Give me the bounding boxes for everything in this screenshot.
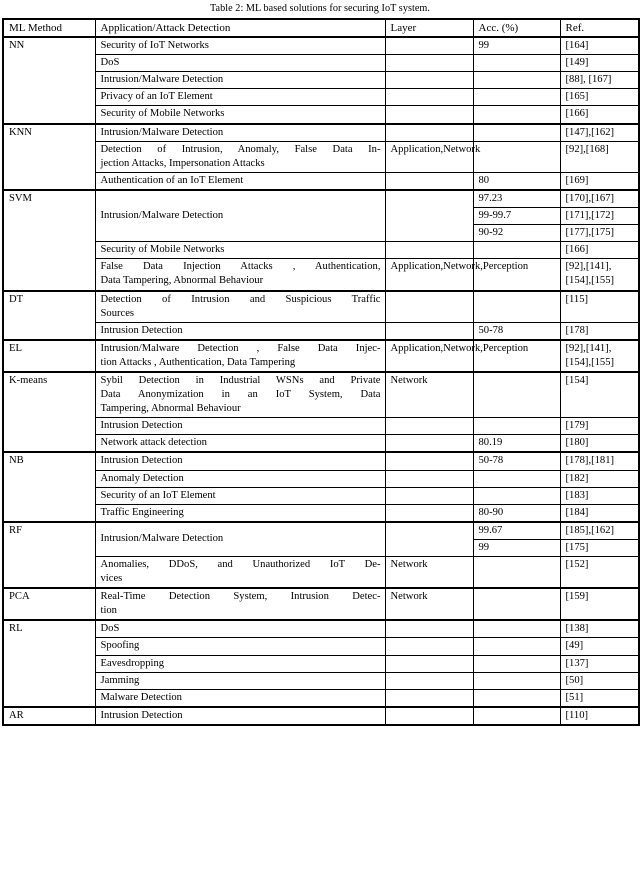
cell-line: [154], (565, 356, 592, 368)
cell-layer (385, 89, 473, 106)
cell-reference: [178] (560, 322, 639, 340)
cell-reference (560, 522, 639, 540)
cell-line: Sybil Detection in Industrial WSNs and Private (100, 374, 381, 386)
cell-reference: [175] (560, 539, 639, 556)
cell-line: [162] (591, 524, 615, 536)
cell-application: Intrusion/Malware Detection (95, 190, 385, 242)
cell-accuracy (473, 672, 560, 689)
cell-application: Eavesdropping (95, 655, 385, 672)
cell-reference: [171],[172] (560, 208, 639, 225)
table-row (3, 487, 639, 504)
cell-line: Detection of Intrusion, Anomaly, False Data In- (100, 143, 381, 155)
cell-application: Security of an IoT Element (95, 487, 385, 504)
table-row (3, 638, 639, 655)
cell-line: [155] (591, 356, 615, 368)
cell-accuracy: 97.23 (473, 190, 560, 208)
table-row (3, 322, 639, 340)
cell-accuracy (473, 638, 560, 655)
cell-layer: Network (385, 372, 473, 418)
cell-line: [175] (591, 227, 615, 239)
table-row (3, 672, 639, 689)
cell-application: Intrusion Detection (95, 707, 385, 725)
col-header-layer: Layer (385, 19, 473, 37)
cell-layer: Network (385, 557, 473, 589)
cell-accuracy (473, 557, 560, 589)
cell-layer (385, 172, 473, 190)
cell-line: [141], (585, 342, 612, 354)
cell-accuracy (473, 89, 560, 106)
cell-ml-method: AR (3, 707, 95, 725)
cell-reference (560, 340, 639, 372)
cell-reference: [51] (560, 689, 639, 707)
table-row (3, 418, 639, 435)
ml-solutions-table (2, 18, 640, 726)
cell-application: Spoofing (95, 638, 385, 655)
cell-ml-method: RF (3, 522, 95, 588)
table-row (3, 707, 639, 725)
cell-accuracy (473, 124, 560, 142)
cell-ml-method: PCA (3, 588, 95, 620)
table-row (3, 37, 639, 55)
table-row (3, 72, 639, 89)
cell-accuracy (473, 72, 560, 89)
cell-accuracy (473, 620, 560, 638)
cell-accuracy (473, 655, 560, 672)
cell-accuracy (473, 372, 560, 418)
cell-accuracy: 50-78 (473, 452, 560, 470)
table-caption: Table 2: ML based solutions for securing IoT system. (209, 3, 431, 14)
cell-line: Tampering, Abnormal Behaviour (100, 403, 241, 415)
cell-reference: [152] (560, 557, 639, 589)
cell-reference: [149] (560, 55, 639, 72)
cell-line: Sources (100, 307, 135, 319)
cell-line: [185], (565, 524, 592, 536)
cell-application: Security of IoT Networks (95, 37, 385, 55)
cell-application: Jamming (95, 672, 385, 689)
cell-application: DoS (95, 55, 385, 72)
table-row (3, 435, 639, 453)
cell-accuracy: 80-90 (473, 504, 560, 522)
cell-line: Intrusion/Malware Detection , False Data Injec- (100, 342, 381, 354)
cell-line: [177], (565, 227, 592, 239)
cell-layer (385, 522, 473, 557)
cell-reference (560, 225, 639, 242)
cell-line: Application, (390, 143, 444, 155)
cell-accuracy (473, 487, 560, 504)
cell-reference: [92],[168] (560, 141, 639, 172)
cell-reference: [147],[162] (560, 124, 639, 142)
cell-line: jection Attacks, Impersonation Attacks (100, 157, 265, 169)
cell-ml-method: SVM (3, 190, 95, 291)
table-row (3, 655, 639, 672)
table-row (3, 190, 639, 208)
cell-layer (385, 487, 473, 504)
cell-line: [181] (591, 455, 615, 467)
cell-accuracy (473, 106, 560, 124)
cell-line: tion Attacks , Authentication, Data Tampering (100, 356, 296, 368)
cell-ml-method: NN (3, 37, 95, 123)
cell-layer (385, 124, 473, 142)
cell-layer (385, 106, 473, 124)
cell-layer: Network (385, 588, 473, 620)
cell-reference: [179] (560, 418, 639, 435)
cell-ml-method: EL (3, 340, 95, 372)
cell-layer (385, 504, 473, 522)
table-row (3, 557, 639, 589)
cell-line: Perception (482, 342, 529, 354)
cell-line: [92], (565, 342, 586, 354)
col-header-application: Application/Attack Detection (95, 19, 385, 37)
cell-reference: [164] (560, 37, 639, 55)
cell-line: tion (100, 605, 117, 617)
cell-accuracy (473, 588, 560, 620)
cell-accuracy (473, 470, 560, 487)
cell-application (95, 557, 385, 589)
cell-application (95, 141, 385, 172)
cell-reference: [169] (560, 172, 639, 190)
table-row (3, 470, 639, 487)
cell-line: [155] (591, 275, 615, 287)
cell-layer (385, 259, 529, 291)
cell-ml-method: NB (3, 452, 95, 521)
cell-reference (560, 452, 639, 470)
table-row (3, 89, 639, 106)
cell-ml-method: KNN (3, 124, 95, 190)
cell-line: Network, (443, 342, 483, 354)
cell-layer (385, 470, 473, 487)
cell-layer (385, 418, 473, 435)
cell-layer (385, 435, 473, 453)
cell-line: [92], (565, 261, 586, 273)
cell-layer (385, 190, 473, 242)
table-row (3, 372, 639, 418)
cell-line: Application, (390, 342, 444, 354)
table-row (3, 259, 639, 291)
cell-line: Anomalies, DDoS, and Unauthorized IoT De- (100, 559, 381, 570)
cell-layer (385, 655, 473, 672)
cell-reference: [170],[167] (560, 190, 639, 208)
cell-ml-method: RL (3, 620, 95, 706)
cell-layer (385, 55, 473, 72)
cell-application: Security of Mobile Networks (95, 106, 385, 124)
cell-reference: [184] (560, 504, 639, 522)
cell-reference: [50] (560, 672, 639, 689)
cell-application: Intrusion/Malware Detection (95, 124, 385, 142)
cell-accuracy (473, 689, 560, 707)
table-row (3, 620, 639, 638)
cell-line: Network, (443, 261, 483, 273)
cell-line: [154], (565, 275, 592, 287)
table-row (3, 504, 639, 522)
cell-line: Data Anonymization in an IoT System, Data (100, 389, 381, 401)
cell-accuracy: 50-78 (473, 322, 560, 340)
cell-accuracy: 99.67 (473, 522, 560, 540)
cell-application: Malware Detection (95, 689, 385, 707)
cell-reference: [110] (560, 707, 639, 725)
cell-accuracy: 80 (473, 172, 560, 190)
cell-layer (385, 672, 473, 689)
cell-layer (385, 638, 473, 655)
cell-line: Real-Time Detection System, Intrusion Detec- (100, 591, 381, 603)
table-row (3, 452, 639, 470)
table-row (3, 588, 639, 620)
cell-application: Traffic Engineering (95, 504, 385, 522)
cell-line: Network (443, 143, 481, 155)
cell-accuracy (473, 242, 560, 259)
cell-line: [141], (585, 261, 612, 273)
cell-application (95, 340, 385, 372)
cell-reference: [115] (560, 291, 639, 323)
cell-reference: [166] (560, 242, 639, 259)
cell-accuracy (473, 707, 560, 725)
cell-application: Intrusion Detection (95, 452, 385, 470)
cell-layer (385, 707, 473, 725)
table-row (3, 242, 639, 259)
col-header-ref: Ref. (560, 19, 639, 37)
table-header-row (3, 19, 639, 37)
cell-application: Anomaly Detection (95, 470, 385, 487)
cell-accuracy (473, 418, 560, 435)
cell-reference: [180] (560, 435, 639, 453)
cell-reference: [88], [167] (560, 72, 639, 89)
table-row (3, 124, 639, 142)
cell-application: Privacy of an IoT Element (95, 89, 385, 106)
cell-reference: [183] (560, 487, 639, 504)
cell-ml-method: K-means (3, 372, 95, 452)
cell-accuracy: 99 (473, 539, 560, 556)
cell-reference: [137] (560, 655, 639, 672)
cell-reference: [165] (560, 89, 639, 106)
cell-layer (385, 452, 473, 470)
cell-layer (385, 141, 481, 172)
cell-reference (560, 259, 639, 291)
table-row (3, 340, 639, 372)
table-row (3, 55, 639, 72)
table-row (3, 522, 639, 540)
table-row (3, 291, 639, 323)
cell-accuracy: 80.19 (473, 435, 560, 453)
cell-reference: [154] (560, 372, 639, 418)
cell-accuracy (473, 55, 560, 72)
table-row (3, 172, 639, 190)
cell-line: Perception (482, 261, 529, 273)
cell-application: DoS (95, 620, 385, 638)
cell-layer (385, 72, 473, 89)
cell-application: Intrusion Detection (95, 322, 385, 340)
cell-application: Network attack detection (95, 435, 385, 453)
cell-line: Detection of Intrusion and Suspicious Traffic (100, 293, 381, 305)
cell-accuracy: 99-99.7 (473, 208, 560, 225)
cell-application (95, 291, 385, 323)
cell-layer (385, 291, 473, 323)
cell-reference: [138] (560, 620, 639, 638)
cell-application (95, 259, 385, 291)
cell-layer (385, 322, 473, 340)
cell-application: Intrusion/Malware Detection (95, 522, 385, 557)
cell-line: [178], (565, 455, 592, 467)
cell-layer (385, 620, 473, 638)
col-header-acc: Acc. (%) (473, 19, 560, 37)
cell-reference: [159] (560, 588, 639, 620)
cell-layer (385, 340, 529, 372)
cell-line: Application, (390, 261, 444, 273)
cell-application: Security of Mobile Networks (95, 242, 385, 259)
table-row (3, 106, 639, 124)
cell-accuracy (473, 291, 560, 323)
col-header-ml-method: ML Method (3, 19, 95, 37)
cell-layer (385, 37, 473, 55)
cell-reference: [49] (560, 638, 639, 655)
cell-application: Intrusion Detection (95, 418, 385, 435)
cell-line: vices (100, 573, 123, 585)
cell-reference: [182] (560, 470, 639, 487)
table-row (3, 689, 639, 707)
cell-application: Intrusion/Malware Detection (95, 72, 385, 89)
cell-accuracy: 90-92 (473, 225, 560, 242)
cell-accuracy: 99 (473, 37, 560, 55)
cell-application: Authentication of an IoT Element (95, 172, 385, 190)
cell-application (95, 372, 385, 418)
cell-layer (385, 689, 473, 707)
table-body (3, 37, 639, 725)
table-row (3, 141, 639, 172)
cell-application (95, 588, 385, 620)
cell-line: False Data Injection Attacks , Authentication, (100, 261, 381, 273)
cell-ml-method: DT (3, 291, 95, 340)
cell-reference: [166] (560, 106, 639, 124)
cell-accuracy (473, 141, 560, 172)
cell-line: Data Tampering, Abnormal Behaviour (100, 275, 264, 287)
cell-layer (385, 242, 473, 259)
